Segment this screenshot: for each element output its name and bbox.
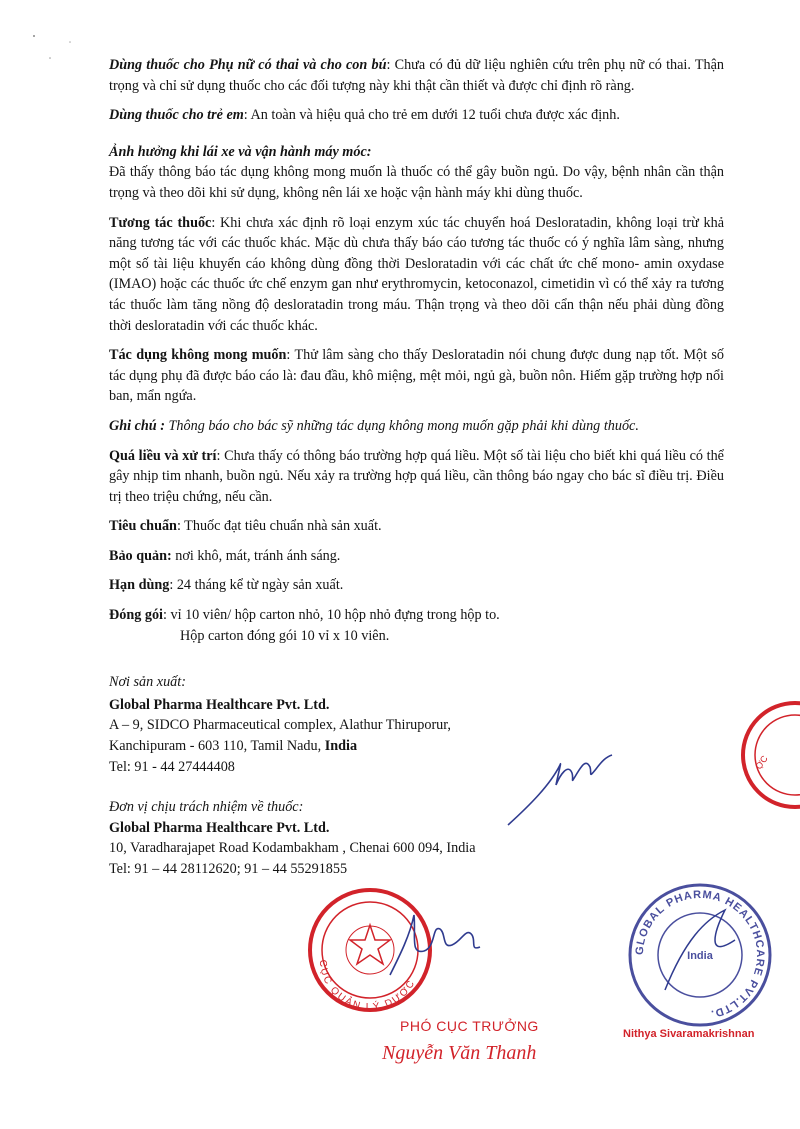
driving-text: Đã thấy thông báo tác dụng không mong muốn là thuốc có thể gây buồn ngủ. Do vậy, bệnh nhân cần thận trọng và theo dõi khi sử dụng, không nên lái xe hoặc vận hành máy khi dùng thuốc. [109,164,724,201]
responsible-address: 10, Varadharajapet Road Kodambakham , Chenai 600 094, India [109,840,476,857]
children-label: Dùng thuốc cho trẻ em [109,107,244,124]
storage-section [109,546,724,567]
svg-text:ỢC: ỢC [753,753,770,772]
storage-label: Bảo quản: [109,547,172,564]
standard-section [109,516,724,537]
manufacturer-heading: Nơi sản xuất: [109,674,186,691]
interactions-section [109,213,724,337]
side-effects-label: Tác dụng không mong muốn [109,347,287,364]
overdose-label: Quá liều và xử trí [109,447,217,464]
manufacturer-country: India [324,738,358,755]
expiry-text: : 24 tháng kể từ ngày sản xuất. [169,577,344,594]
company-signer: Nithya Sivaramakrishnan [623,1028,755,1040]
document-body [109,55,724,880]
company-seal-center: India [687,950,713,962]
note-text: Thông báo cho bác sỹ những tác dụng không mong muốn gặp phải khi dùng thuốc. [164,417,639,434]
manufacturer-name: Global Pharma Healthcare Pvt. Ltd. [109,696,330,713]
svg-text:GLOBAL PHARMA HEALTHCARE PVT.L [634,889,766,1020]
manufacturer-address2 [109,736,724,757]
children-text: : An toàn và hiệu quả cho trẻ em dưới 12 tuổi chưa được xác định. [243,107,620,124]
interactions-label: Tương tác thuốc [109,214,212,231]
packaging-line2: Hộp carton đóng gói 10 vỉ x 10 viên. [180,627,390,644]
official-red-seal [300,885,440,1015]
official-seal-text: CỤC QUẢN LÝ DƯỢC [316,959,418,1014]
packaging-label: Đóng gói [109,607,163,624]
standard-text: : Thuốc đạt tiêu chuẩn nhà sản xuất. [176,518,382,535]
packaging-text: : vỉ 10 viên/ hộp carton nhỏ, 10 hộp nhỏ đựng trong hộp to. [163,607,500,624]
interactions-text: : Khi chưa xác định rõ loại enzym xúc tác chuyển hoá Desloratadin, không loại trừ khả năng tương tác với các thuốc khác. Mặc dù chưa thấy báo cáo tương tác thuốc có ý nghĩa lâm sàng, nhưng một số tài liệu khuyến cáo không dùng đồng thời Desloratadin với các chất ức chế mono- amin oxydase (IMAO) hoặc các thuốc ức chế enzym gan như erythromycin, ketoconazol, cimetidin vì có thể xảy ra tương tác thuốc làm tăng nồng độ desloratadin trong máu. Thận trọng và theo dõi cẩn thận nếu phải dùng đồng thời desloratadin với các thuốc khác. [109,214,724,334]
manufacturer-tel: Tel: 91 - 44 27444408 [109,758,235,775]
note-section [109,416,724,437]
driving-label: Ảnh hưởng khi lái xe và vận hành máy móc: [109,143,372,160]
children-section [109,105,724,126]
expiry-section [109,575,724,596]
overdose-text: : Chưa thấy có thông báo trường hợp quá liều. Một số tài liệu cho biết khi quá liều có thể gây nhịp tim nhanh, buồn ngủ. Nếu xảy ra trường hợp quá liều, cần thông báo ngay cho bác sĩ điều trị. Điều trị theo triệu chứng, nếu cần. [109,447,724,505]
responsible-heading: Đơn vị chịu trách nhiệm về thuốc: [109,799,304,816]
note-label: Ghi chú : [109,417,165,434]
company-seal-text: GLOBAL PHARMA HEALTHCARE PVT.LTD. [633,888,767,1021]
svg-text:CỤC QUẢN LÝ DƯỢC [317,959,418,1013]
responsible-name: Global Pharma Healthcare Pvt. Ltd. [109,819,330,836]
side-effects-section [109,345,724,407]
manufacturer-address2-prefix: Kanchipuram - 603 110, Tamil Nadu, [109,738,325,755]
official-title: PHÓ CỤC TRƯỞNG [400,1018,539,1034]
manufacturer-block [109,672,724,777]
responsible-block [109,797,724,879]
packaging-section [109,605,724,646]
driving-section [109,142,724,204]
official-signature [380,905,500,985]
scan-specks [30,30,90,70]
overdose-section [109,446,724,508]
responsible-tel: Tel: 91 – 44 28112620; 91 – 44 55291855 [109,861,348,877]
official-signer: Nguyễn Văn Thanh [382,1042,537,1064]
expiry-label: Hạn dùng [109,577,170,594]
company-blue-seal [625,880,775,1030]
pregnancy-label: Dùng thuốc cho Phụ nữ có thai và cho con bú [109,57,387,73]
pregnancy-section [109,55,724,96]
manufacturer-address1: A – 9, SIDCO Pharmaceutical complex, Alathur Thiruporur, [109,717,451,734]
standard-label: Tiêu chuẩn [109,518,177,535]
pregnancy-text: : Chưa có đủ dữ liệu nghiên cứu trên phụ nữ có thai. Thận trọng và chỉ sử dụng thuốc cho các đối tượng này khi thật cần thiết và được chỉ định rõ ràng. [109,57,724,94]
storage-text: nơi khô, mát, tránh ánh sáng. [171,547,341,564]
side-effects-text: : Thử lâm sàng cho thấy Desloratadin nói chung được dung nạp tốt. Một số tác dụng phụ đã được báo cáo là: đau đầu, khô miệng, mệt mỏi, ngủ gà, buồn nôn. Hiếm gặp trường hợp nổi ban, mẩn ngứa. [109,347,724,405]
